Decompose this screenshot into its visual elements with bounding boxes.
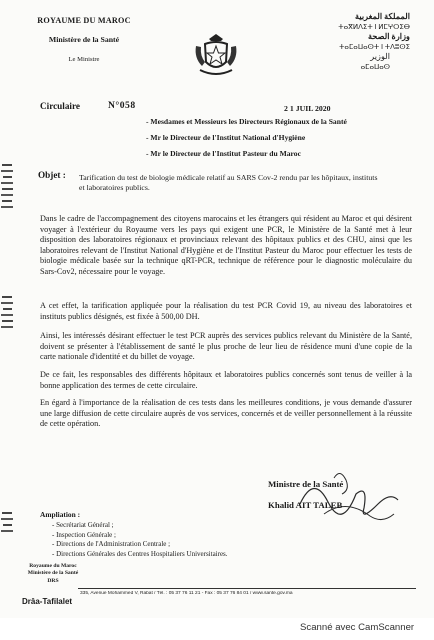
objet-label: Objet : (38, 170, 66, 180)
ampliation-item: - Directions de l'Administration Centrale ; (52, 540, 171, 549)
scanner-watermark: Scanné avec CamScanner (300, 622, 415, 633)
arabic-ministry: وزارة الصحة (367, 32, 410, 41)
tifinagh-kingdom: ⵜⴰⴳⵍⴷⵉⵜ ⵏ ⵍⵎⵖⵔⵉⴱ (338, 23, 410, 31)
receipt-stamp (20, 563, 86, 585)
footer-divider (78, 588, 416, 589)
minister-title: Le Ministre (68, 56, 100, 63)
body-paragraph: De ce fait, les responsables des différents hôpitaux et laboratoires publics concernés sont tenus de veiller à la bonne application des termes de cette circulaire. (40, 370, 412, 390)
stamp-line: DRS (47, 577, 59, 584)
stamp-city: Drâa-Tafilalet (22, 597, 73, 606)
circular-date: 2 1 JUIL 2020 (284, 104, 331, 113)
scan-binding-marks (0, 158, 16, 228)
recipient-line: - Mr le Directeur de l'Institut Pasteur du Maroc (146, 149, 301, 158)
footer-address: 335, Avenue Mohammed V, Rabat / Tél. : 05 37 76 11 21 - Fax : 05 37 76 84 01 / www.sante.gov.ma (80, 591, 293, 596)
tifinagh-ministry: ⵜⴰⵎⴰⵡⴰⵙⵜ ⵏ ⵜⴷⵓⵙⵉ (339, 43, 410, 51)
ampliation-list (52, 521, 228, 559)
stamp-line: Royaume du Maroc (29, 563, 77, 569)
circular-number: N°058 (108, 100, 136, 111)
arabic-kingdom: المملكة المغربية (354, 12, 410, 21)
tifinagh-minister: ⴰⵎⴰⵡⴰⵙ (360, 63, 390, 71)
arabic-minister: الوزير (370, 52, 390, 61)
body-paragraph: En égard à l'importance de la réalisation de ces tests dans les meilleures conditions, je vous demande d'assurer une large diffusion de cette circulaire auprès de vos services, concernés et de veiller personnellement à la réussite de cette opération. (40, 398, 412, 429)
signatory-name: Khalid AIT TALEB (268, 500, 343, 510)
body-paragraph: Ainsi, les intéressés désirant effectuer le test PCR auprès des services publics relevant du Ministère de la Santé, doivent se présenter à l'établissement de santé le plus proche de leur lieu de résidence muni d'une copie de la carte nationale d'identité et du billet de voyage. (40, 331, 412, 362)
ampliation-item: - Inspection Générale ; (52, 530, 116, 539)
ministry-name: Ministère de la Santé (48, 35, 120, 44)
objet-text: Tarification du test de biologie médicale relatif au SARS Cov-2 rendu par les hôpitaux, instituts et laboratoires publics. (79, 173, 378, 192)
ampliation-item: - Secrétariat Général ; (52, 521, 114, 529)
recipient-line: - Mr le Directeur de l'Institut National d'Hygiène (146, 133, 306, 142)
stamp-line: Ministère de la Santé (27, 570, 79, 577)
ampliation-item: - Directions Générales des Centres Hospitaliers Universitaires. (52, 549, 228, 558)
scan-binding-marks (0, 292, 16, 352)
signatory-title: Ministre de la Santé (268, 479, 344, 489)
letterhead-left (24, 16, 144, 63)
circular-label: Circulaire (40, 101, 80, 111)
body-paragraph: Dans le cadre de l'accompagnement des citoyens marocains et les étrangers qui résident au Maroc et qui désirent voyager à l'extérieur du Royaume vers les pays qui exigent une PCR, le Ministère de la Santé met à leur disposition des laboratoires régionaux et provinciaux relevant des hôpitaux publics et des CHU, ainsi que les laboratoires relevant de l'Institut National d'Hygiène et de l'Institut Pasteur du Maroc pour effectuer les tests de biologie médicale basée sur la technique qRT-PCR, technique de référence pour le diagnostic moléculaire du Sars-Cov2, nécessaire pour le voyage. (40, 214, 412, 276)
recipient-line: - Mesdames et Messieurs les Directeurs Régionaux de la Santé (146, 117, 347, 126)
ampliation-title: Ampliation : (40, 510, 81, 519)
letterhead-right (300, 12, 410, 72)
royal-emblem-icon (192, 32, 240, 78)
scan-binding-marks (0, 508, 16, 548)
kingdom-name: ROYAUME DU MAROC (37, 16, 131, 25)
signature-scribble (294, 464, 404, 534)
body-paragraph: A cet effet, la tarification appliquée pour la réalisation du test PCR Covid 19, au niveau des laboratoires et instituts publics désignés, est fixée à 500,00 DH. (40, 301, 412, 321)
